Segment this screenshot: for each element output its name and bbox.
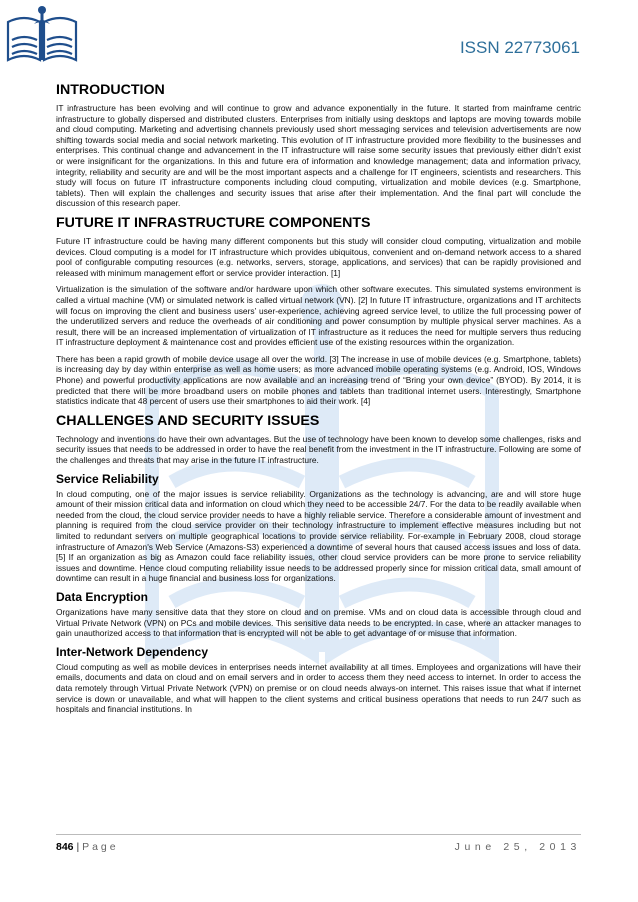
section-title-future-components: FUTURE IT INFRASTRUCTURE COMPONENTS [56, 214, 371, 231]
subsection-title-data-encryption: Data Encryption [56, 589, 149, 604]
page-number: 846 [56, 841, 74, 853]
page-number-block [56, 841, 119, 853]
page-label: Page [82, 841, 119, 853]
section-title-introduction: INTRODUCTION [56, 82, 165, 98]
journal-logo [4, 2, 80, 68]
section-title-challenges: CHALLENGES AND SECURITY ISSUES [56, 412, 320, 429]
subsection-title-inter-network: Inter-Network Dependency [56, 644, 209, 659]
paragraph: There has been a rapid growth of mobile device usage all over the world. [3] The increase in use of mobile devices (e.g. Smartphone, tablets) is increasing day by day within enterprise as well as home users; as more advanced mobile operating systems (e.g. Android, IOS, Windows Phone) and powerful productivity applications are now available and an increasing trend of “Bring your own device” (BYOD). By 2014, it is predicted that there will be more broadband users on mobile phones and tablets than traditional internet users. Interestingly, Smartphone statistics indicate that 48 percent of users use their smartphones to aid their work. [4] [56, 353, 581, 407]
paragraph: Virtualization is the simulation of the software and/or hardware upon which other software executes. This simulated systems environment is called a virtual machine (VM) or simulated network is called virtual network (VN). [2] In future IT infrastructure, organizations and IT architects will focus on improving the client and business users’ user-experience, achieving agreed service level, to utilize the full processing power of the underutilized servers and reduce the overheads of air conditioning and power consumption by multiple physical server machines. As a result, there will be an increased implementation of virtualization of IT infrastructure as it reduces the need for multiple servers thus reducing IT infrastructure deployment & maintenance cost and provides efficient use of the existing resources within the organization. [56, 284, 581, 348]
issn-number: ISSN 22773061 [459, 38, 580, 57]
paragraph: In cloud computing, one of the major issues is service reliability. Organizations as the technology is advancing, are and will store huge amount of their mission critical data and information on cloud which they need to be accessible 24/7. For the data to be readily available when needed from the cloud, the cloud service provider needs to have a highly reliable service. Therefore a considerable amount of investment and planning is required from the cloud service provider on their technology infrastructure to implement effective measures including but not limited to redundant servers on multiple geographical locations to provide service reliability. For-example in February 2008, cloud storage infrastructure of Amazon's Web Service (Amazons-S3) experienced a downtime of several hours that caused access issues and loss of data. [5] If an organization as big as Amazon could face reliability issues, other cloud service providers can be more prone to service reliability issues and downtime. Hence cloud computing reliability issue needs to be addressed properly since for mission critical data, small amount of downtime can result in a huge financial and business loss for organizations. [56, 488, 581, 584]
subsection-title-service-reliability: Service Reliability [56, 471, 159, 486]
paragraph: Future IT infrastructure could be having many different components but this study will consider cloud computing, virtualization and mobile devices. Cloud computing is a model for IT infrastructure which provides ubiquitous, convenient and on-demand network access to a shared pool of configurable computing resources (e.g. networks, servers, storage, applications, and services) that can be rapidly provisioned and released with minimum management effort or service provider interaction. [1] [56, 235, 581, 278]
page-separator: | [73, 841, 83, 853]
paragraph: Cloud computing as well as mobile devices in enterprises needs internet availability at all times. Employees and organizations will have their emails, documents and data on cloud and on email servers and in order to access them they need access to internet. In order to access the data remotely through Virtual Private Network (VPN) on premise or on cloud needs always-on internet. This raises issue that what if internet service is down or unavailable, and what will happen to the client systems and critical business operations that needs to run 24/7 such as hospitals and financial institutions. In [56, 661, 581, 715]
paragraph: Organizations have many sensitive data that they store on cloud and on premise. VMs and on cloud data is accessible through cloud and Virtual Private Network (VPN) on PCs and mobile devices. This sensitive data needs to be encrypted. In case, where an attacker manages to gain unauthorized access to that information that is encrypted will not be able to get advantage of or misuse that information. [56, 606, 581, 639]
paper-body [56, 82, 581, 721]
paragraph: Technology and inventions do have their own advantages. But the use of technology have been known to develop some challenges, risks and security issues that needs to be addressed in order to have the real benefit from the investment in the IT infrastructure. Following are some of the challenges and threats that may arise in the future IT infrastructure. [56, 433, 581, 466]
paragraph: IT infrastructure has been evolving and will continue to grow and advance exponentially in the future. It started from mainframe centric infrastructure to globally dispersed and distributed clusters. Enterprises from initially using desktops and laptops are moving towards mobile and cloud computing. Marketing and advertising channels previously used short messaging services and television advertisements are now shifting towards social media and social network marketing. This evolution of IT infrastructure provided more flexibility to the businesses and enterprises. This continual change and advancement in the IT infrastructure will raise some security issues that previously either didn’t exist or were insignificant for the organizations. In this and future era of information and knowledge management; data and information privacy, integrity, reliability and security are and will be the most important aspects and a challenge for IT engineers, scientists and researchers. This study will focus on future IT infrastructure components including cloud computing, virtualization and mobile devices (e.g. Smartphone, tablets). Then will explain the challenges and security issues that arise after their implementation. And the final part will conclude the discussion of this research paper. [56, 103, 581, 209]
publication-date: June 25, 2013 [454, 841, 581, 853]
page-footer [56, 841, 581, 855]
footer-divider [56, 834, 581, 835]
journal-logo-icon [4, 2, 80, 68]
